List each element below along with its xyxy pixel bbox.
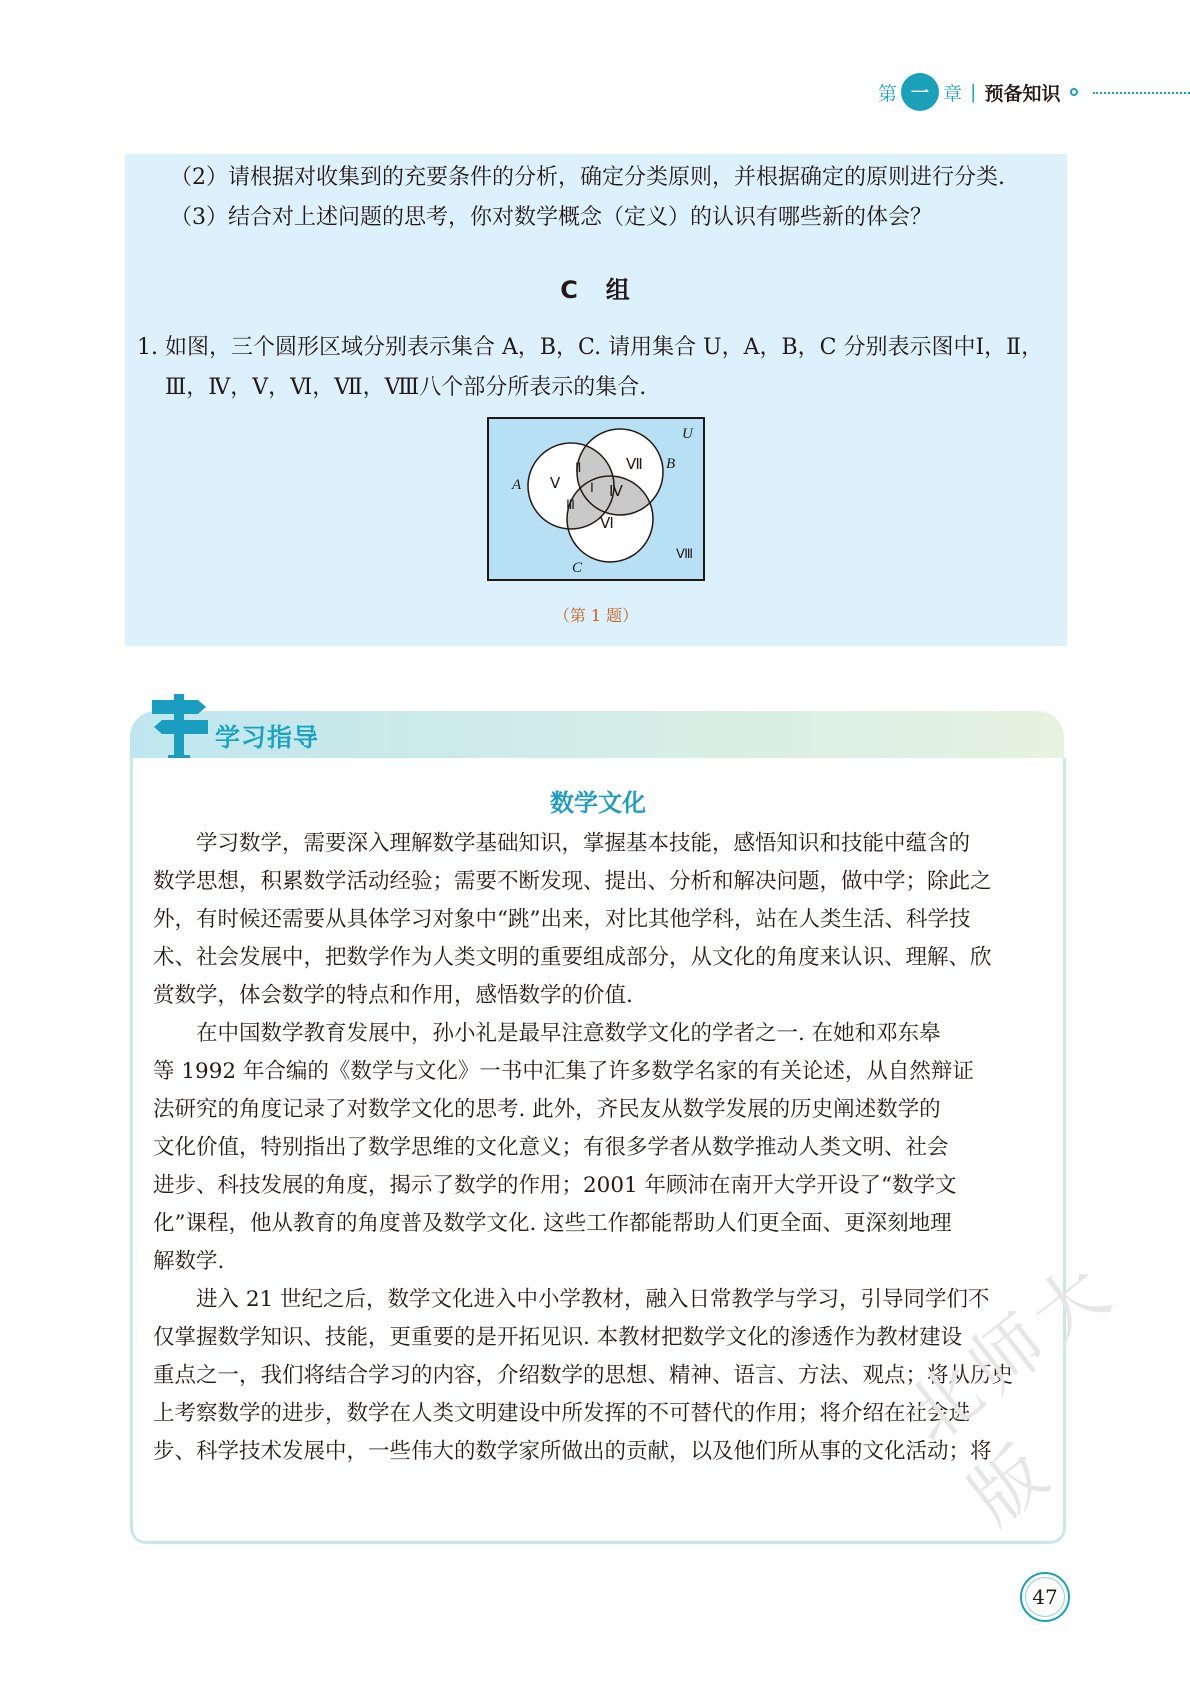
label-b: B [666, 456, 676, 472]
chapter-prefix: 第 [878, 82, 898, 105]
guide-line: 化”课程，他从教育的角度普及数学文化. 这些工作都能帮助人们更全面、更深刻地理 [153, 1211, 952, 1236]
question-line-1: 1. 如图，三个圆形区域分别表示集合 A，B，C. 请用集合 U，A，B，C 分别表示图中Ⅰ，Ⅱ， [137, 335, 1044, 360]
question-line-2: Ⅲ，Ⅳ，Ⅴ，Ⅵ，Ⅶ，Ⅷ八个部分所表示的集合. [165, 375, 647, 400]
guide-heading: 数学文化 [550, 789, 646, 817]
guide-line: 在中国数学教育发展中，孙小礼是最早注意数学文化的学者之一. 在她和邓东皋 [153, 1021, 941, 1046]
region-vi: Ⅵ [600, 516, 614, 532]
region-v: Ⅴ [550, 476, 561, 492]
exercise-panel [125, 154, 1067, 646]
guide-line: 进步、科技发展的角度，揭示了数学的作用；2001 年顾沛在南开大学开设了“数学文 [153, 1173, 957, 1198]
guide-line: 法研究的角度记录了对数学文化的思考. 此外，齐民友从数学发展的历史阐述数学的 [153, 1097, 941, 1122]
section-title: 预备知识 [984, 82, 1061, 105]
label-c: C [572, 560, 583, 576]
guide-line: 等 1992 年合编的《数学与文化》一书中汇集了许多数学名家的有关论述，从自然辩证 [153, 1059, 974, 1084]
guide-line: 数学思想，积累数学活动经验；需要不断发现、提出、分析和解决问题，做中学；除此之 [153, 869, 992, 894]
page-number [1020, 1572, 1070, 1622]
guide-line: 解数学. [153, 1249, 225, 1274]
page-number-ring [1025, 1577, 1065, 1617]
study-guide-title: 学习指导 [215, 723, 320, 752]
chapter-number-badge: 一 [901, 73, 939, 111]
region-iii: Ⅲ [566, 497, 575, 512]
guide-line: 赏数学，体会数学的特点和作用，感悟数学的价值. [153, 983, 633, 1008]
figure-caption: （第 1 题） [553, 606, 639, 625]
watermark: 北师大版 [889, 1244, 1131, 1541]
header-dotted-line [1093, 92, 1190, 94]
chapter-header [878, 76, 1078, 108]
label-u: U [682, 426, 693, 442]
region-ii: Ⅱ [575, 460, 582, 475]
guide-line: 步、科学技术发展中，一些伟大的数学家所做出的贡献，以及他们所从事的文化活动；将 [153, 1439, 992, 1464]
guide-line: 学习数学，需要深入理解数学基础知识，掌握基本技能，感悟知识和技能中蕴含的 [153, 831, 971, 856]
venn-svg [486, 416, 706, 586]
page-number-text: 47 [1032, 1585, 1058, 1609]
exercise-line-2: （2）请根据对收集到的充要条件的分析，确定分类原则，并根据确定的原则进行分类. [170, 165, 1005, 190]
region-i: Ⅰ [590, 480, 594, 495]
region-iv: Ⅳ [609, 484, 623, 500]
guide-line: 外，有时候还需要从具体学习对象中“跳”出来，对比其他学科，站在人类生活、科学技 [153, 907, 971, 932]
exercise-line-3: （3）结合对上述问题的思考，你对数学概念（定义）的认识有哪些新的体会？ [170, 205, 932, 230]
guide-line: 文化价值，特别指出了数学思维的文化意义；有很多学者从数学推动人类文明、社会 [153, 1135, 949, 1160]
guide-line: 上考察数学的进步，数学在人类文明建设中所发挥的不可替代的作用；将介绍在社会进 [153, 1401, 971, 1426]
guide-line: 术、社会发展中，把数学作为人类文明的重要组成部分，从文化的角度来认识、理解、欣 [153, 945, 992, 970]
group-title: C 组 [560, 276, 632, 304]
region-viii: Ⅷ [676, 546, 694, 561]
guide-line: 重点之一，我们将结合学习的内容，介绍数学的思想、精神、语言、方法、观点；将从历史 [153, 1363, 1014, 1388]
venn-diagram [486, 416, 706, 586]
region-vii: Ⅶ [626, 457, 643, 473]
guide-line: 仅掌握数学知识、技能，更重要的是开拓见识. 本教材把数学文化的渗透作为教材建设 [153, 1325, 963, 1350]
guide-line: 进入 21 世纪之后，数学文化进入中小学教材，融入日常教学与学习，引导同学们不 [153, 1287, 990, 1312]
label-a: A [512, 477, 522, 493]
header-dot-icon [1070, 88, 1078, 96]
signpost-icon [150, 690, 210, 760]
chapter-suffix: 章 [943, 82, 963, 105]
header-separator: | [970, 81, 977, 103]
